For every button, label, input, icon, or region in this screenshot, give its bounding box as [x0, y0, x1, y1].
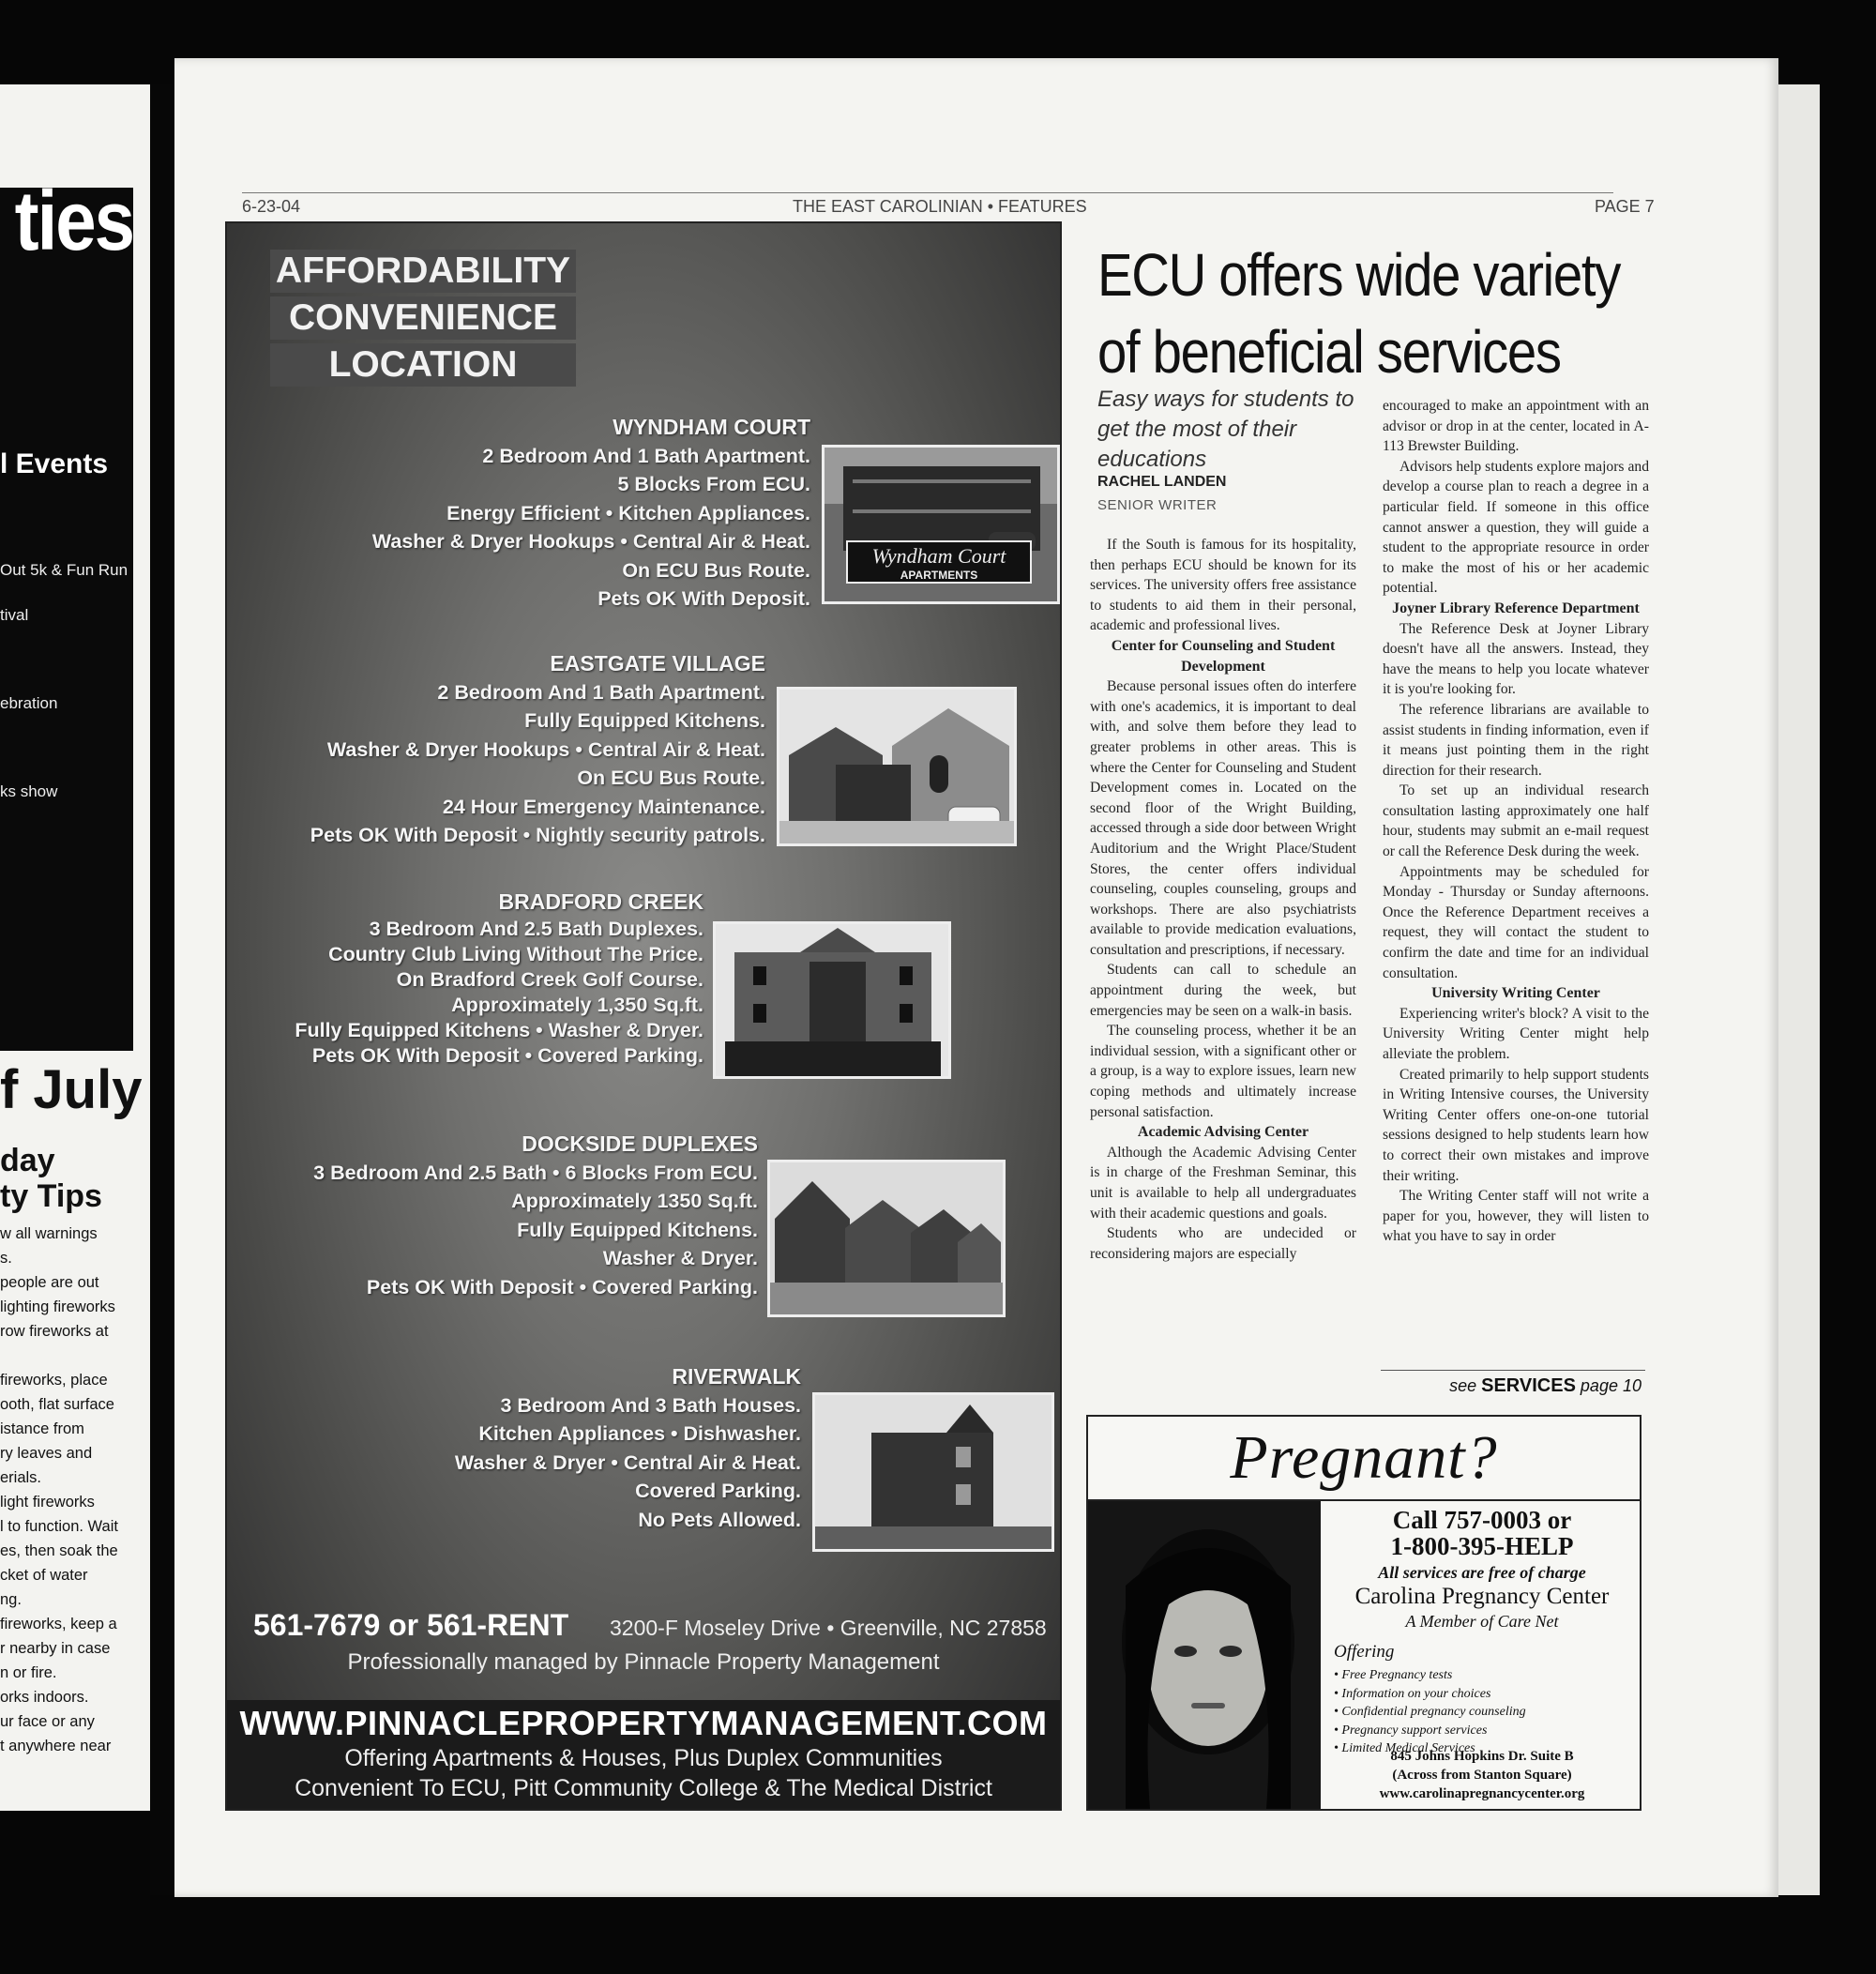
preg-address: 845 Johns Hopkins Dr. Suite B	[1390, 1749, 1574, 1764]
preg-call-line: Call 757-0003 or	[1392, 1506, 1572, 1534]
article-paragraph: The Reference Desk at Joyner Library doesn't have all the answers. Instead, they have the means to help you locate whatever it is you're looking for.	[1383, 620, 1649, 698]
property-name: EASTGATE VILLAGE	[550, 651, 765, 676]
property-line: Approximately 1,350 Sq.ft.	[451, 993, 704, 1016]
ad-banner-affordability: AFFORDABILITY	[270, 250, 576, 293]
property-dockside-duplexes	[227, 1130, 758, 1301]
property-line: On ECU Bus Route.	[622, 558, 810, 582]
preg-offering-label: Offering	[1334, 1642, 1395, 1662]
left-tip-line: s.	[0, 1250, 12, 1267]
jump-prefix: see	[1449, 1376, 1477, 1395]
left-tip-line: orks indoors.	[0, 1689, 89, 1706]
article-paragraph: The reference librarians are available to assist students in finding information, even if it means just pointing them in the right direction for their research.	[1383, 701, 1649, 779]
left-tip-line: ur face or any	[0, 1713, 95, 1730]
property-name: BRADFORD CREEK	[498, 889, 704, 914]
eastgate-village-photo	[777, 687, 1017, 846]
running-head-date: 6-23-04	[242, 197, 301, 216]
article-column-2	[1383, 396, 1649, 1247]
left-tip-line: ooth, flat surface	[0, 1396, 114, 1413]
left-tip-line: es, then soak the	[0, 1542, 118, 1559]
property-line: Washer & Dryer Hookups • Central Air & Heat.	[326, 737, 765, 761]
left-safety-line: day	[0, 1143, 55, 1178]
jump-rule	[1381, 1370, 1645, 1371]
article-paragraph: Appointments may be scheduled for Monday - Thursday or Sunday afternoons. Once the Reference Department receives a request, they will contact the student to confirm the date and time for an individual consultation.	[1383, 863, 1649, 981]
article-paragraph: If the South is famous for its hospitality, then perhaps ECU should be known for its services. The university offers free assistance to students to aid them in their personal, academic and professional lives.	[1090, 537, 1356, 634]
property-line: Energy Efficient • Kitchen Appliances.	[446, 501, 810, 524]
dockside-building-image	[770, 1162, 1003, 1314]
left-tip-line: n or fire.	[0, 1664, 57, 1681]
ad-banner-location: LOCATION	[270, 343, 576, 387]
ad-banner-convenience: CONVENIENCE	[270, 296, 576, 340]
left-event-item: tival	[0, 606, 29, 624]
property-bradford-creek	[227, 888, 704, 1069]
property-name: DOCKSIDE DUPLEXES	[522, 1131, 758, 1156]
preg-service-item: • Confidential pregnancy counseling	[1334, 1705, 1526, 1719]
section-heading: University Writing Center	[1431, 985, 1600, 1002]
article-column-1	[1090, 535, 1356, 1264]
preg-address: (Across from Stanton Square)	[1392, 1768, 1572, 1783]
article-author-title: SENIOR WRITER	[1097, 497, 1218, 513]
woman-portrait-photo	[1088, 1501, 1321, 1809]
left-tip-line: r nearby in case	[0, 1640, 111, 1657]
property-wyndham-court	[227, 413, 810, 614]
preg-member: A Member of Care Net	[1405, 1612, 1559, 1631]
property-line: Covered Parking.	[635, 1480, 801, 1502]
preg-call-line: 1-800-395-HELP	[1390, 1532, 1574, 1560]
property-line: Washer & Dryer.	[602, 1247, 758, 1269]
left-tip-line: row fireworks at	[0, 1323, 109, 1340]
ad-phone: 561-7679 or 561-RENT	[253, 1608, 569, 1642]
left-tip-line: light fireworks	[0, 1494, 95, 1511]
preg-service-item: • Limited Medical Services	[1334, 1741, 1475, 1755]
left-tip-line: t anywhere near	[0, 1738, 112, 1754]
left-tip-line: ry leaves and	[0, 1445, 93, 1462]
riverwalk-photo	[812, 1392, 1054, 1552]
property-line: On Bradford Creek Golf Course.	[396, 967, 704, 991]
left-tip-line: lighting fireworks	[0, 1298, 115, 1315]
property-line: Pets OK With Deposit • Nightly security patrols.	[310, 824, 765, 846]
pregnancy-center-ad	[1086, 1415, 1642, 1811]
article-author: RACHEL LANDEN	[1097, 474, 1227, 490]
property-line: 24 Hour Emergency Maintenance.	[442, 795, 765, 818]
wyndham-sign-sub: APARTMENTS	[900, 569, 978, 582]
property-line: No Pets Allowed.	[638, 1508, 801, 1531]
property-line: Pets OK With Deposit • Covered Parking.	[366, 1275, 758, 1298]
headline-line: of beneficial services	[1097, 318, 1561, 386]
left-neighbor-page	[0, 84, 167, 1811]
left-event-item: Out 5k & Fun Run	[0, 561, 129, 579]
running-head-rule	[242, 192, 1613, 193]
article-paragraph: The counseling process, whether it be an individual session, with a significant other or a group, is a way to explore issues, learn new coping methods and ultimately increase personal satisfaction.	[1090, 1023, 1356, 1120]
ad-managed-by: Professionally managed by Pinnacle Property Management	[347, 1649, 940, 1675]
left-tip-line	[0, 1344, 164, 1368]
left-tip-line: people are out	[0, 1274, 99, 1291]
article-subhead: Easy ways for students to get the most of their educations	[1097, 387, 1354, 472]
preg-free-services: All services are free of charge	[1378, 1563, 1586, 1582]
section-heading: Center for Counseling and Student Development	[1111, 637, 1336, 675]
property-line: 3 Bedroom And 2.5 Bath Duplexes.	[369, 917, 704, 940]
property-line: Kitchen Appliances • Dishwasher.	[478, 1422, 801, 1445]
continued-jump-line	[1388, 1375, 1642, 1397]
ad-address: 3200-F Moseley Drive • Greenville, NC 27858	[610, 1616, 1047, 1640]
property-name: WYNDHAM COURT	[613, 415, 810, 439]
left-title-fragment: ties	[14, 173, 133, 268]
headline-line: ECU offers wide variety	[1097, 241, 1621, 309]
preg-service-item: • Information on your choices	[1334, 1686, 1491, 1701]
section-heading: Academic Advising Center	[1137, 1124, 1309, 1141]
article-paragraph: Students can call to schedule an appointment during the week, but emergencies may be seen on a walk-in basis.	[1090, 962, 1356, 1019]
eastgate-building-image	[779, 690, 1014, 843]
article-paragraph: To set up an individual research consultation lasting approximately one half hour, students may submit an e-mail request or call the Reference Desk during the week.	[1383, 782, 1649, 860]
running-head-page: PAGE 7	[1595, 197, 1655, 216]
preg-website[interactable]: www.carolinapregnancycenter.org	[1379, 1786, 1585, 1801]
jump-page: page 10	[1580, 1376, 1642, 1395]
left-safety-line: ty Tips	[0, 1178, 102, 1214]
ad-footer-line: Offering Apartments & Houses, Plus Duplex Communities	[344, 1745, 943, 1771]
property-line: Fully Equipped Kitchens.	[524, 709, 765, 732]
article-paragraph: encouraged to make an appointment with an advisor or drop in at the center, located in A-113 Brewster Building.	[1383, 398, 1649, 455]
left-tips-list	[0, 1222, 164, 1758]
section-heading: Joyner Library Reference Department	[1392, 600, 1640, 616]
ad-footer-line: Convenient To ECU, Pitt Community College & The Medical District	[295, 1775, 992, 1801]
ad-website-url[interactable]: WWW.PINNACLEPROPERTYMANAGEMENT.COM	[239, 1704, 1048, 1742]
jump-section: SERVICES	[1481, 1375, 1576, 1396]
page-gutter	[150, 84, 174, 1895]
property-line: 2 Bedroom And 1 Bath Apartment.	[437, 680, 765, 704]
property-line: Country Club Living Without The Price.	[328, 942, 704, 965]
preg-ad-title: Pregnant?	[1230, 1423, 1498, 1492]
left-safety-heading	[0, 1143, 102, 1214]
bradford-creek-photo	[713, 921, 951, 1079]
article-paragraph: Created primarily to help support students in Writing Intensive courses, the University Writing Center offers one-on-one tutorial sessions designed to help students learn how to correct their own mistakes and improve their writing.	[1383, 1066, 1649, 1184]
property-line: Approximately 1350 Sq.ft.	[511, 1190, 758, 1212]
article-paragraph: Advisors help students explore majors and develop a course plan to reach a degree in a particular field. If someone in this office cannot answer a question, they will guide a student to the appropriate resource in order to make the most of his or her academic potential.	[1383, 458, 1649, 597]
property-name: RIVERWALK	[672, 1364, 801, 1389]
article-paragraph: Although the Academic Advising Center is in charge of the Freshman Seminar, this unit is available to help all undergraduates with their academic questions and goals.	[1090, 1144, 1356, 1222]
property-line: Washer & Dryer • Central Air & Heat.	[454, 1450, 801, 1474]
running-head-paper: THE EAST CAROLINIAN • FEATURES	[793, 197, 1087, 216]
property-line: 2 Bedroom And 1 Bath Apartment.	[482, 444, 810, 467]
article-paragraph: Experiencing writer's block? A visit to the University Writing Center might help alleviate the problem.	[1383, 1005, 1649, 1062]
bradford-building-image	[716, 924, 948, 1076]
property-line: Pets OK With Deposit • Covered Parking.	[311, 1043, 704, 1067]
preg-service-item: • Free Pregnancy tests	[1334, 1668, 1453, 1682]
left-tip-line: w all warnings	[0, 1225, 98, 1242]
left-event-item: ebration	[0, 694, 58, 712]
article-headline	[1097, 236, 1621, 390]
property-line: 5 Blocks From ECU.	[617, 473, 810, 495]
left-tip-line: erials.	[0, 1469, 42, 1486]
property-line: Fully Equipped Kitchens.	[517, 1218, 758, 1241]
left-tip-line: l to function. Wait	[0, 1518, 118, 1535]
left-events-heading: l Events	[0, 448, 109, 479]
left-july-heading: f July	[0, 1059, 143, 1120]
left-tip-line: cket of water	[0, 1567, 88, 1584]
dockside-duplexes-photo	[767, 1160, 1006, 1317]
property-line: Fully Equipped Kitchens • Washer & Dryer.	[295, 1018, 704, 1041]
pinnacle-property-ad	[225, 221, 1062, 1811]
article-paragraph: The Writing Center staff will not write a paper for you, however, they will listen to what you have to say in order	[1383, 1188, 1649, 1245]
property-line: Pets OK With Deposit.	[598, 587, 810, 610]
property-line: 3 Bedroom And 2.5 Bath • 6 Blocks From ECU.	[313, 1161, 758, 1184]
preg-service-item: • Pregnancy support services	[1334, 1723, 1488, 1738]
left-event-item: ks show	[0, 782, 58, 800]
article-paragraph: Because personal issues often do interfere with one's academics, it is important to deal with, and solve them before they lead to greater problems in other areas. This is where the Center for Counseling and Student Development comes in. Located on the second floor of the Wright Building, accessed through a side door between Wright Auditorium and the Wright Place/Student Stores, the center offers individual counseling, couples counseling, groups and workshops. There are also psychiatrists available to provide medication evaluations, consultation and prescriptions, if necessary.	[1090, 678, 1356, 958]
property-line: 3 Bedroom And 3 Bath Houses.	[500, 1393, 801, 1417]
left-tip-line: istance from	[0, 1420, 84, 1437]
property-eastgate-village	[227, 649, 765, 850]
article-paragraph: Students who are undecided or reconsidering majors are especially	[1090, 1225, 1356, 1262]
wyndham-building-image	[825, 448, 1057, 601]
property-riverwalk	[227, 1362, 801, 1534]
left-tip-line: fireworks, keep a	[0, 1616, 117, 1632]
left-tip-line: fireworks, place	[0, 1372, 108, 1389]
left-tip-line: ng.	[0, 1591, 22, 1608]
woman-portrait-image	[1088, 1501, 1321, 1809]
preg-services-list	[1334, 1666, 1634, 1758]
property-line: Washer & Dryer Hookups • Central Air & Heat.	[371, 530, 810, 553]
preg-center-name: Carolina Pregnancy Center	[1354, 1584, 1610, 1609]
wyndham-court-photo	[822, 445, 1060, 604]
property-line: On ECU Bus Route.	[577, 767, 765, 789]
riverwalk-house-image	[815, 1395, 1051, 1549]
wyndham-sign-name: Wyndham Court	[871, 544, 1006, 568]
